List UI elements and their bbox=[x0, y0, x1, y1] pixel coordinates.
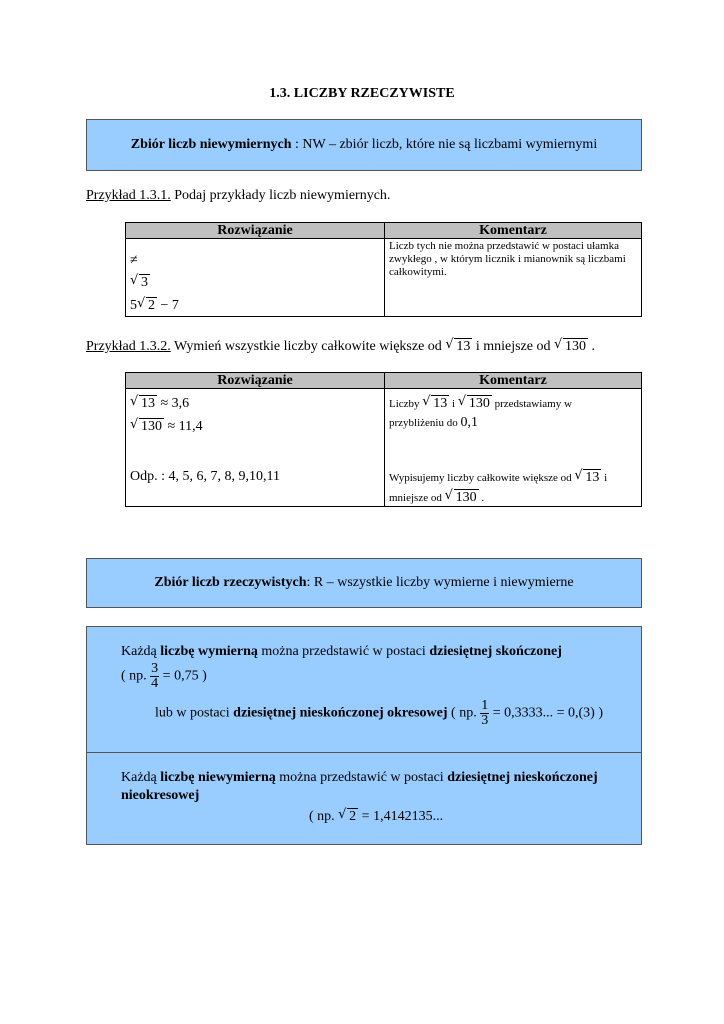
decimal-representation-box bbox=[86, 626, 642, 845]
comment-cell bbox=[385, 239, 642, 317]
sqrt-13: √ 13 bbox=[445, 337, 471, 354]
irrational-example: ( np. √ 2 = 1,4142135... bbox=[309, 807, 444, 824]
column-header-solution: Rozwiązanie bbox=[126, 373, 385, 389]
comment-listing-cont: mniejsze od √ 130 . bbox=[389, 488, 485, 505]
definition-term: Zbiór liczb niewymiernych bbox=[130, 137, 292, 152]
column-header-solution: Rozwiązanie bbox=[126, 223, 385, 239]
irrational-statement: Każdą liczbę niewymierną można przedstawić w postaci dziesiętnej nieskończonej bbox=[121, 770, 598, 785]
example-label: Przykład 1.3.1. bbox=[86, 188, 171, 203]
comment-text: Liczb tych nie można przedstawić w postaci ułamka zwykłego , w którym licznik i mianownik są liczbami całkowitymi. bbox=[389, 240, 626, 278]
example-1-title bbox=[86, 188, 390, 204]
comment-listing: Wypisujemy liczby całkowite większe od √ 13 i bbox=[389, 468, 608, 485]
expression-5sqrt2-minus-7: 5 √ 2 − 7 bbox=[130, 296, 179, 313]
column-header-comment: Komentarz bbox=[385, 373, 642, 389]
answer: Odp. : 4, 5, 6, 7, 8, 9,10,11 bbox=[130, 469, 280, 484]
solution-cell bbox=[126, 389, 385, 507]
approx-sqrt-13: √ 13 ≈ 3,6 bbox=[130, 394, 190, 411]
example-2-title: Przykład 1.3.2. Wymień wszystkie liczby całkowite większe od √ 13 i mniejsze od √ 130 . bbox=[86, 337, 595, 354]
definition-term: Zbiór liczb rzeczywistych bbox=[154, 575, 307, 590]
irrational-statement-cont: nieokresowej bbox=[121, 788, 200, 803]
example-label: Przykład 1.3.2. bbox=[86, 339, 171, 354]
example-text: Podaj przykłady liczb niewymiernych. bbox=[170, 188, 391, 203]
box-divider bbox=[87, 752, 641, 753]
comment-cell bbox=[385, 389, 642, 507]
comment-precision: przybliżeniu do 0,1 bbox=[389, 415, 478, 430]
example-2-table bbox=[125, 372, 642, 507]
not-equal-symbol: ≠ bbox=[130, 253, 138, 268]
solution-cell bbox=[126, 239, 385, 317]
definition-text: : NW – zbiór liczb, które nie są liczbami wymiernymi bbox=[291, 137, 598, 152]
definition-irrational bbox=[86, 119, 642, 171]
page-title: 1.3. LICZBY RZECZYWISTE bbox=[269, 86, 455, 101]
column-header-comment: Komentarz bbox=[385, 223, 642, 239]
definition-text: : R – wszystkie liczby wymierne i niewymierne bbox=[306, 575, 574, 590]
rational-periodic-statement: lub w postaci dziesiętnej nieskończonej okresowej ( np. $\frac{1}{3}$ = 0,3333... = 0,(3) ) bbox=[155, 698, 603, 728]
definition-real-numbers bbox=[86, 558, 642, 608]
example-1-table bbox=[125, 222, 642, 317]
comment-approximation: Liczby √ 13 i √ 130 przedstawiamy w bbox=[389, 394, 572, 411]
sqrt-130: √ 130 bbox=[553, 337, 586, 354]
approx-sqrt-130: √ 130 ≈ 11,4 bbox=[130, 417, 203, 434]
rational-example-1: ( np. $\frac{3}{4}$ = 0,75 ) bbox=[121, 661, 207, 691]
sqrt-3: √ 3 bbox=[130, 273, 148, 290]
rational-statement: Każdą liczbę wymierną można przedstawić w postaci dziesiętnej skończonej bbox=[121, 644, 562, 659]
